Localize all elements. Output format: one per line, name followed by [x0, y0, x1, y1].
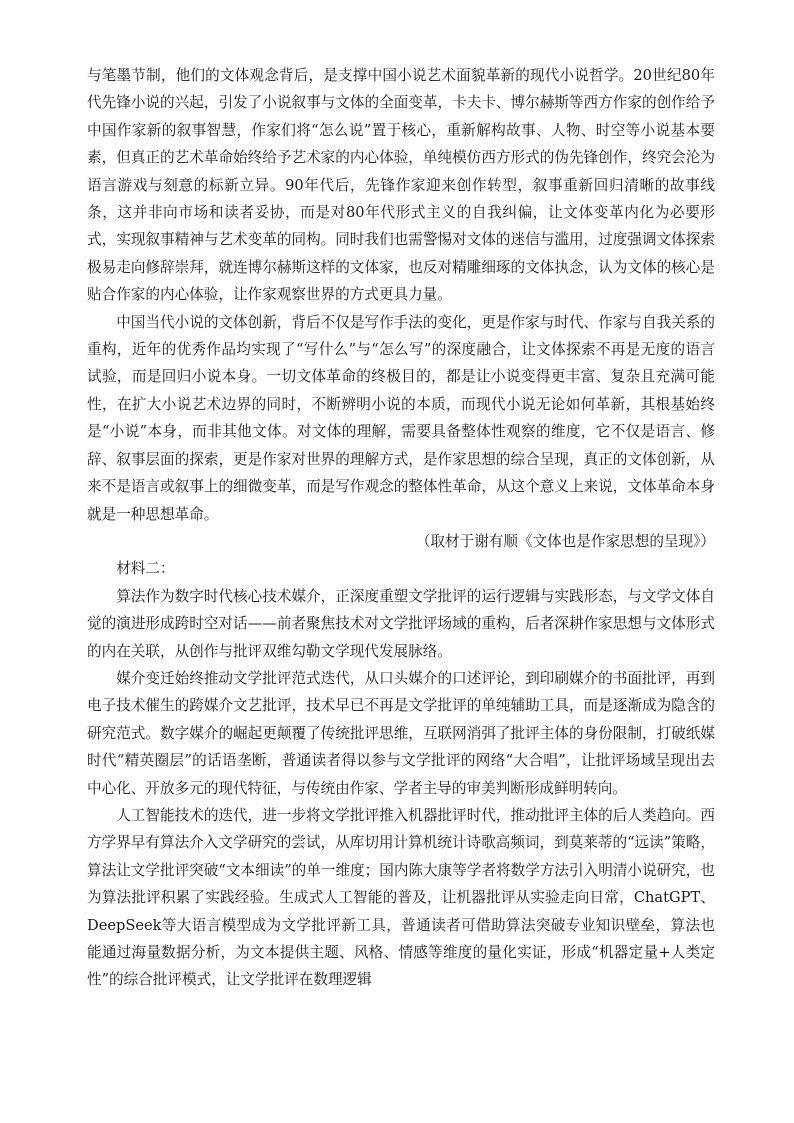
- material2-heading: 材料二：: [116, 560, 175, 578]
- material1-paragraph: 中国当代小说的文体创新，背后不仅是写作手法的变化，更是作家与时代、作家与自我关系的重构，近年的优秀作品均实现了“写什么”与“怎么写”的深度融合，让文体探索不再是无度的语言试验，而是回归小说本身。一切文体革命的终极目的，都是让小说变得更丰富、复杂且充满可能性，在扩大小说艺术边界的同时，不断辨明小说的本质，而现代小说无论如何革新，其根基始终是“小说”本身，而非其他文体。对文体的理解，需要具备整体性观察的维度，它不仅是语言、修辞、叙事层面的探索，更是作家对世界的理解方式，是作家思想的综合呈现，真正的文体创新，从来不是语言或叙事上的细微变革，而是写作观念的整体性革命，从这个意义上来说，文体革命本身就是一种思想革命。: [87, 313, 715, 523]
- article-body: [87, 62, 715, 994]
- material2-paragraph: 算法作为数字时代核心技术媒介，正深度重塑文学批评的运行逻辑与实践形态，与文学文体自觉的演进形成跨时空对话——前者聚焦技术对文学批评场域的重构，后者深耕作家思想与文体形式的内在关联，从创作与批评双维勾勒文学现代发展脉络。: [87, 587, 715, 660]
- material1-paragraph-continued: 与笔墨节制，他们的文体观念背后，是支撑中国小说艺术面貌革新的现代小说哲学。20世纪80年代先锋小说的兴起，引发了小说叙事与文体的全面变革，卡夫卡、博尔赫斯等西方作家的创作给予中国作家新的叙事智慧，作家们将“怎么说”置于核心，重新解构故事、人物、时空等小说基本要素，但真正的艺术革命始终给予艺术家的内心体验，单纯模仿西方形式的伪先锋创作，终究会沦为语言游戏与刻意的标新立异。90年代后，先锋作家迎来创作转型，叙事重新回归清晰的故事线条，这并非向市场和读者妥协，而是对80年代形式主义的自我纠偏，让文体变革内化为必要形式，实现叙事精神与艺术变革的同构。同时我们也需警惕对文体的迷信与滥用，过度强调文体探索极易走向修辞崇拜，就连博尔赫斯这样的文体家，也反对精雕细琢的文体执念，认为文体的核心是贴合作家的内心体验，让作家观察世界的方式更具力量。: [87, 67, 715, 304]
- material2-paragraph: 人工智能技术的迭代，进一步将文学批评推入机器批评时代，推动批评主体的后人类趋向。西方学界早有算法介入文学研究的尝试，从库切用计算机统计诗歌高频词，到莫莱蒂的“远读”策略，算法让文学批评突破“文本细读”的单一维度；国内陈大康等学者将数学方法引入明清小说研究，也为算法批评积累了实践经验。生成式人工智能的普及，让机器批评从实验走向日常，ChatGPT、DeepSeek等大语言模型成为文学批评新工具，普通读者可借助算法突破专业知识壁垒，算法也能通过海量数据分析，为文本提供主题、风格、情感等维度的量化实证，形成“机器定量+人类定性”的综合批评模式，让文学批评在数理逻辑: [87, 806, 715, 989]
- source-citation: （取材于谢有顺《文体也是作家思想的呈现》）: [415, 532, 715, 550]
- material2-paragraph: 媒介变迁始终推动文学批评范式迭代，从口头媒介的口述评论，到印刷媒介的书面批评，再到电子技术催生的跨媒介文艺批评，技术早已不再是文学批评的单纯辅助工具，而是逐渐成为隐含的研究范式。数字媒介的崛起更颠覆了传统批评思维，互联网消弭了批评主体的身份限制，打破纸媒时代“精英圈层”的话语垄断，普通读者得以参与文学批评的网络“大合唱”，让批评场域呈现出去中心化、开放多元的现代特征，与传统由作家、学者主导的审美判断形成鲜明转向。: [87, 669, 715, 797]
